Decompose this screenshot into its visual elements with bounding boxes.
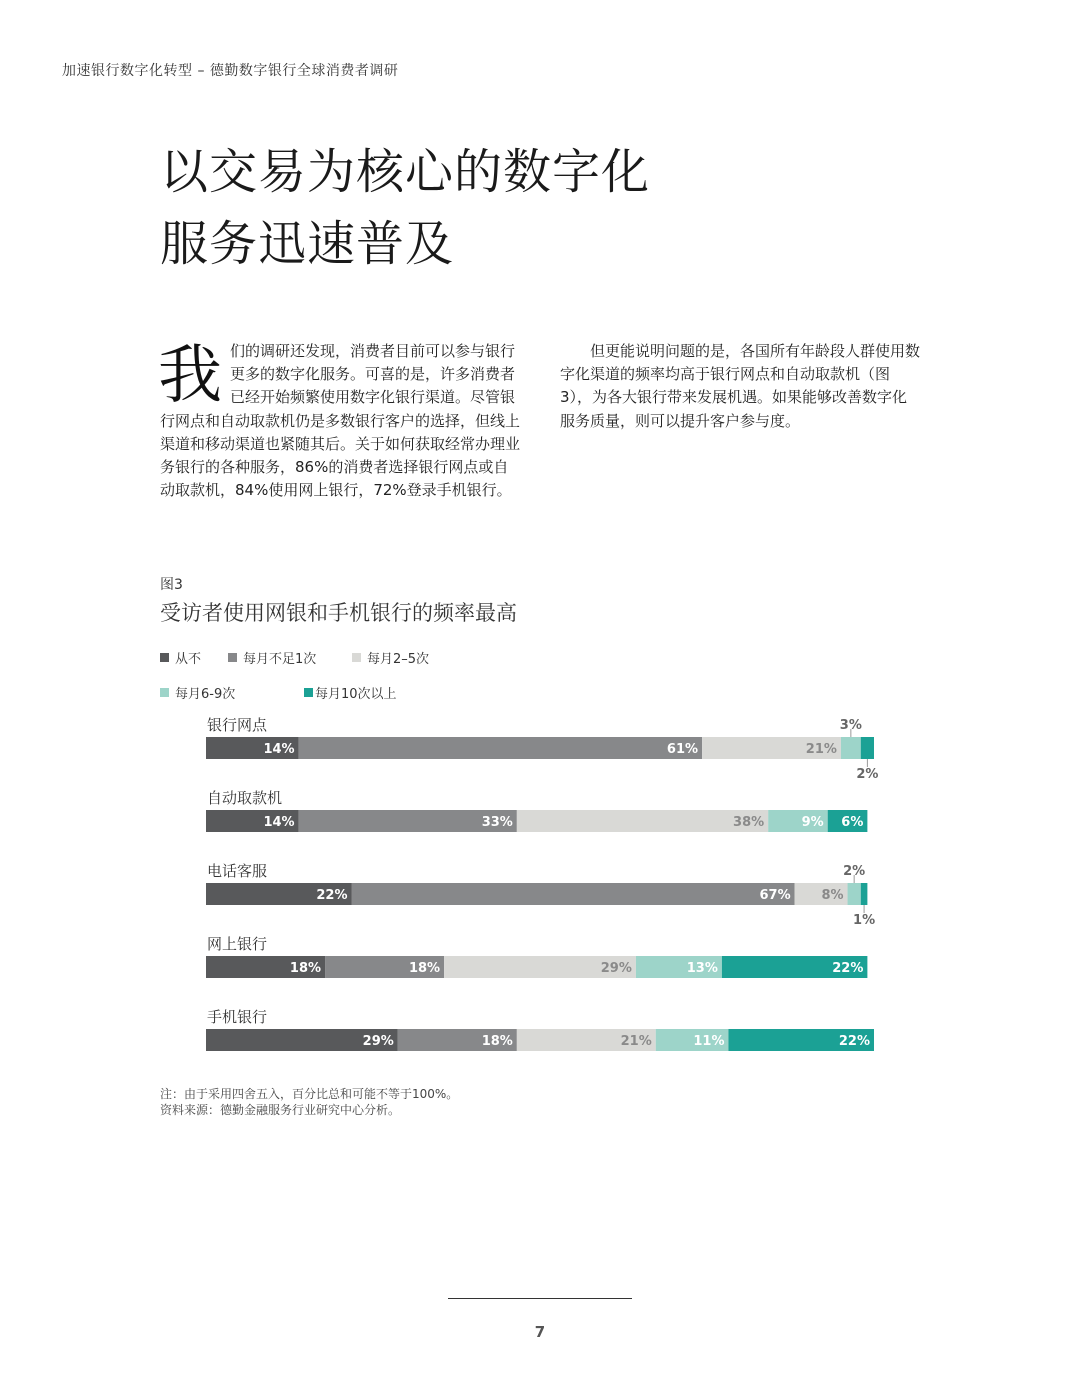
- segment-value-label: 18%: [289, 961, 322, 976]
- category-label: 网上银行: [207, 935, 268, 953]
- segment-value-label: 61%: [666, 742, 699, 757]
- bar-segment: [841, 737, 861, 759]
- segment-value-label: 14%: [263, 815, 295, 830]
- segment-value-label: 11%: [693, 1034, 725, 1049]
- legend-swatch-2-5: [352, 653, 361, 662]
- note-source: 资料来源：德勤金融服务行业研究中心分析。: [160, 1103, 401, 1117]
- segment-value-label: 18%: [408, 961, 441, 976]
- category-label: 手机银行: [207, 1008, 268, 1026]
- segment-value-label: 67%: [759, 888, 791, 903]
- segment-value-label: 22%: [832, 961, 864, 976]
- legend-swatch-less-than-once: [228, 653, 237, 662]
- legend-label-6-9: 每月6-9次: [175, 687, 236, 702]
- segment-value-label: 21%: [805, 742, 837, 757]
- segment-value-label: 13%: [686, 961, 718, 976]
- legend-swatch-never: [160, 653, 169, 662]
- footer-rule: [448, 1298, 632, 1299]
- figure-label: 图3: [160, 577, 183, 593]
- legend-label-2-5: 每月2–5次: [367, 652, 430, 667]
- segment-value-label: 18%: [481, 1034, 513, 1049]
- note-rounding: 注：由于采用四舍五入，百分比总和可能不等于100%。: [160, 1087, 459, 1101]
- legend-item-2-5: [352, 648, 429, 667]
- segment-value-label: 22%: [316, 888, 348, 903]
- legend-swatch-10-plus: [304, 688, 313, 697]
- stacked-bar-chart: [0, 700, 1080, 1080]
- segment-value-label: 6%: [841, 815, 864, 830]
- body-column-right: 但更能说明问题的是，各国所有年龄段人群使用数字化渠道的频率均高于银行网点和自动取款机（图3），为各大银行带来发展机遇。如果能够改善数字化服务质量，则可以提升客户参与度。: [560, 342, 921, 430]
- category-label: 电话客服: [207, 862, 268, 880]
- legend-label-never: 从不: [175, 652, 202, 667]
- legend-label-less-than-once: 每月不足1次: [243, 652, 317, 667]
- body-text-left: 们的调研还发现，消费者目前可以参与银行更多的数字化服务。可喜的是，许多消费者已经开始频繁使用数字化银行渠道。尽管银行网点和自动取款机仍是多数银行客户的选择，但线上渠道和移动渠道也紧随其后。关于如何获取经常办理业务银行的各种服务，86%的消费者选择银行网点或自动取款机，84%使用网上银行，72%登录手机银行。: [160, 342, 521, 500]
- page-title-line-1: 以交易为核心的数字化: [160, 144, 651, 200]
- segment-value-label: 38%: [733, 815, 765, 830]
- segment-value-label: 14%: [263, 742, 295, 757]
- figure-notes: [160, 1086, 458, 1118]
- segment-value-label: 29%: [362, 1034, 394, 1049]
- page-number: 7: [534, 1323, 546, 1341]
- segment-value-label: 29%: [600, 961, 632, 976]
- segment-value-label: 9%: [801, 815, 824, 830]
- category-label: 自动取款机: [207, 789, 283, 807]
- bar-segment: [848, 883, 861, 905]
- drop-cap: 我: [158, 339, 222, 413]
- legend-item-never: [160, 648, 201, 667]
- segment-value-label: 21%: [620, 1034, 652, 1049]
- bar-segment: [517, 810, 768, 832]
- callout-value-label: 2%: [843, 864, 866, 879]
- callout-value-label: 2%: [856, 767, 879, 782]
- legend-label-10-plus: 每月10次以上: [315, 687, 397, 702]
- page-title-line-2: 服务迅速普及: [160, 216, 455, 272]
- bar-segment: [299, 737, 702, 759]
- callout-value-label: 1%: [853, 913, 876, 928]
- segment-value-label: 33%: [481, 815, 513, 830]
- bar-segment: [352, 883, 795, 905]
- callout-value-label: 3%: [839, 718, 862, 733]
- page-title: [160, 136, 650, 280]
- running-header: 加速银行数字化转型 – 德勤数字银行全球消费者调研: [62, 63, 399, 79]
- bar-segment: [861, 737, 874, 759]
- legend-swatch-6-9: [160, 688, 169, 697]
- category-label: 银行网点: [207, 716, 268, 734]
- legend-item-less-than-once: [228, 648, 316, 667]
- figure-title: 受访者使用网银和手机银行的频率最高: [160, 601, 517, 625]
- segment-value-label: 8%: [821, 888, 844, 903]
- body-column-left: [160, 340, 522, 502]
- bar-segment: [861, 883, 868, 905]
- segment-value-label: 22%: [838, 1034, 870, 1049]
